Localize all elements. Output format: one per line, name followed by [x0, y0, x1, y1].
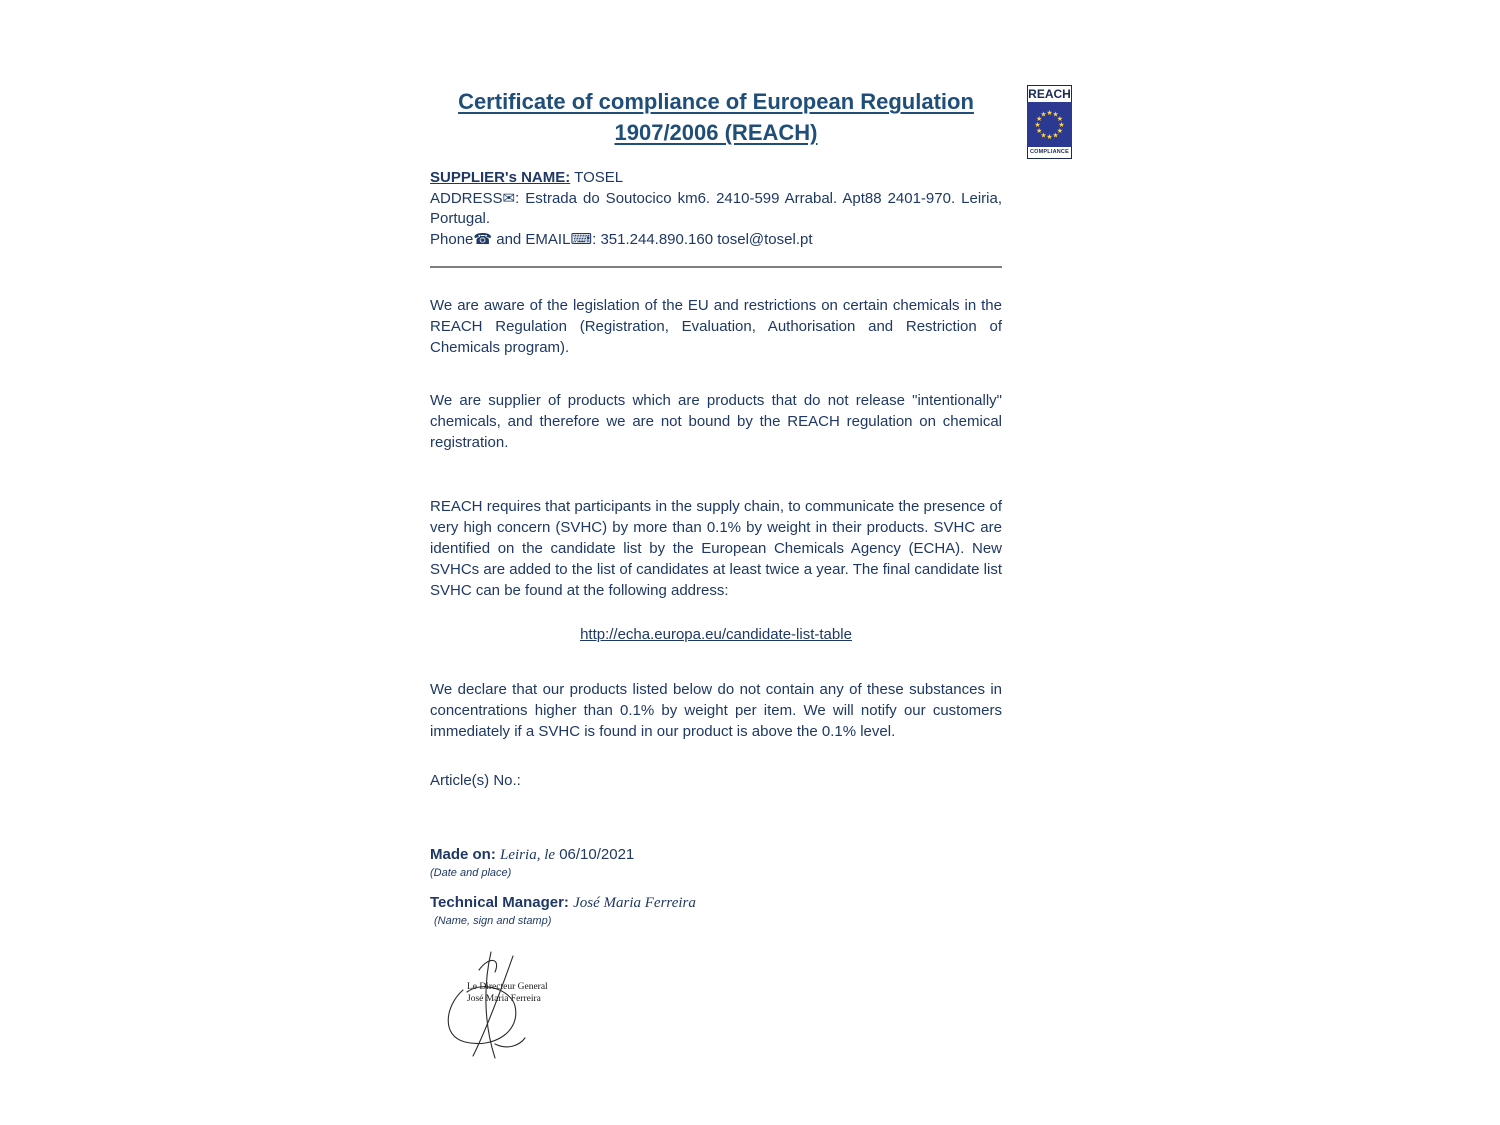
eu-stars-flag-icon	[1027, 102, 1072, 147]
svg-text:★: ★	[1035, 127, 1043, 135]
reach-compliance-logo	[1027, 85, 1072, 159]
made-on-place: Leiria, le	[500, 847, 556, 863]
date-place-note: (Date and place)	[430, 867, 512, 879]
supplier-address-line	[430, 188, 1002, 229]
article-number-label: Article(s) No.:	[430, 772, 521, 789]
reach-logo-title: REACH	[1028, 87, 1071, 101]
address-label: ADDRESS	[430, 190, 503, 207]
svg-text:★: ★	[1035, 115, 1043, 123]
name-sign-stamp-note: (Name, sign and stamp)	[434, 915, 552, 927]
address-value: : Estrada do Soutocico km6. 2410-599 Arrabal. Apt88 2401-970. Leiria, Portugal.	[430, 190, 1002, 227]
document-content	[430, 0, 1002, 927]
made-on-label: Made on:	[430, 846, 496, 863]
reach-logo-compliance-label: COMPLIANCE	[1027, 147, 1072, 159]
phone-icon: ☎	[473, 230, 493, 248]
signature-stamp	[435, 948, 605, 1063]
svg-text:★: ★	[1040, 131, 1047, 140]
candidate-list-link-row	[430, 626, 1002, 643]
signature-scribble-icon	[448, 952, 525, 1058]
svg-text:★: ★	[1056, 127, 1064, 135]
contact-value: : 351.244.890.160 tosel@tosel.pt	[592, 231, 813, 248]
paragraph-supplier-statement: We are supplier of products which are products that do not release "intentionally" chemicals, and therefore we are not bound by the REACH regulation on chemical registration.	[430, 392, 1002, 451]
technical-manager-line	[430, 894, 1002, 912]
paragraph-declaration: We declare that our products listed below do not contain any of these substances in concentrations higher than 0.1% by weight per item. We will notify our customers immediately if a SVHC is found in our product is above the 0.1% level.	[430, 681, 1002, 740]
supplier-block	[430, 168, 1002, 250]
email-device-icon: ⌨	[570, 230, 593, 248]
made-on-line	[430, 846, 1002, 864]
envelope-icon: ✉	[502, 189, 516, 207]
technical-manager-name: José Maria Ferreira	[573, 895, 696, 911]
svg-text:★: ★	[1034, 121, 1041, 129]
phone-label: Phone	[430, 231, 474, 248]
candidate-list-link[interactable]: http://echa.europa.eu/candidate-list-table	[580, 626, 852, 643]
svg-text:★: ★	[1040, 110, 1047, 119]
signature-name-text: José Maria Ferreira	[467, 994, 541, 1004]
supplier-name-line	[430, 168, 1002, 188]
technical-manager-label: Technical Manager:	[430, 894, 569, 911]
paragraph-reach-awareness: We are aware of the legislation of the EU and restrictions on certain chemicals in the REACH Regulation (Registration, Evaluation, Authorisation and Restriction of Chemicals program).	[430, 297, 1002, 356]
svg-text:★: ★	[1058, 121, 1065, 129]
svg-text:★: ★	[1056, 115, 1064, 123]
signature-title-text: Le Directeur General	[467, 982, 548, 992]
page-title	[430, 86, 1002, 148]
paragraph-svhc-requirements: REACH requires that participants in the supply chain, to communicate the presence of very high concern (SVHC) by more than 0.1% by weight in their products. SVHC are identified on the candidate list by the European Chemicals Agency (ECHA). New SVHCs are added to the list of candidates at least twice a year. The final candidate list SVHC can be found at the following address:	[430, 498, 1002, 599]
title-line-2: 1907/2006 (REACH)	[614, 120, 818, 145]
title-line-1: Certificate of compliance of European Regulation	[458, 89, 974, 114]
and-email-label: and EMAIL	[492, 231, 571, 248]
header-divider	[430, 266, 1002, 268]
svg-text:★: ★	[1052, 110, 1059, 119]
supplier-name-label: SUPPLIER's NAME:	[430, 169, 571, 186]
supplier-name-value: TOSEL	[574, 169, 624, 186]
svg-text:★: ★	[1046, 133, 1053, 141]
made-on-date: 06/10/2021	[559, 846, 635, 863]
svg-text:★: ★	[1046, 109, 1053, 117]
supplier-contact-line	[430, 229, 1002, 250]
svg-text:★: ★	[1052, 131, 1059, 140]
